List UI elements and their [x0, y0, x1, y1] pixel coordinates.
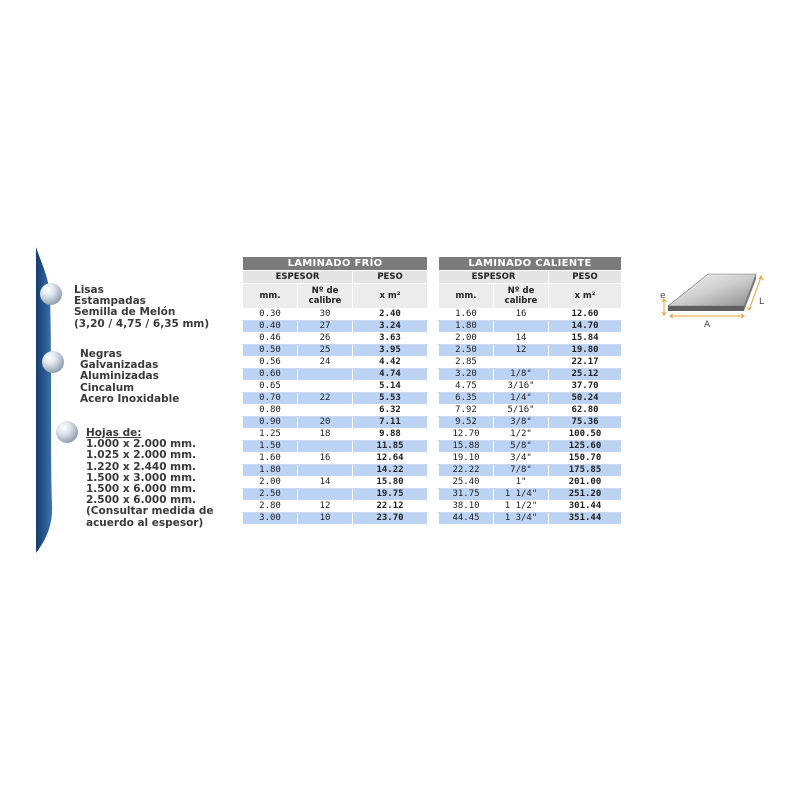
cold-rolled-rows	[243, 309, 428, 525]
bullet-sphere-3	[56, 421, 78, 443]
table-row	[243, 345, 428, 357]
cell-calibre: 1 1/4"	[494, 489, 549, 501]
cell-calibre: 1/4"	[494, 393, 549, 405]
product-list-panel	[30, 245, 240, 555]
cell-espesor-mm: 0.50	[243, 345, 298, 357]
cell-calibre: 10	[298, 513, 353, 525]
table-row	[243, 333, 428, 345]
table-row	[439, 441, 622, 453]
cell-espesor-mm: 0.90	[243, 417, 298, 429]
cell-espesor-mm: 1.60	[243, 453, 298, 465]
cell-espesor-mm: 2.50	[439, 345, 494, 357]
cell-espesor-mm: 1.80	[243, 465, 298, 477]
table-row	[439, 321, 622, 333]
cell-espesor-mm: 22.22	[439, 465, 494, 477]
cell-peso: 3.63	[353, 333, 428, 345]
calibre-line-2: calibre	[308, 296, 342, 306]
cell-calibre: 16	[494, 309, 549, 321]
cell-peso: 75.36	[549, 417, 622, 429]
cell-peso: 2.40	[353, 309, 428, 321]
cell-peso: 125.60	[549, 441, 622, 453]
list-item: Acero Inoxidable	[80, 392, 180, 405]
sheet-sizes-list	[86, 428, 214, 529]
list-item: Galvanizadas	[80, 359, 159, 372]
cell-espesor-mm: 44.45	[439, 513, 494, 525]
table-row	[439, 465, 622, 477]
table-row	[243, 441, 428, 453]
cell-calibre	[298, 441, 353, 453]
bullet-sphere-2	[42, 351, 64, 373]
cell-espesor-mm: 2.00	[439, 333, 494, 345]
table-row	[243, 429, 428, 441]
cell-espesor-mm: 15.88	[439, 441, 494, 453]
table-row	[243, 381, 428, 393]
cell-calibre: 18	[298, 429, 353, 441]
table-row	[439, 477, 622, 489]
table-row	[243, 393, 428, 405]
cell-calibre: 7/8"	[494, 465, 549, 477]
cell-calibre: 25	[298, 345, 353, 357]
cell-espesor-mm: 1.60	[439, 309, 494, 321]
cell-calibre: 16	[298, 453, 353, 465]
cell-calibre: 30	[298, 309, 353, 321]
cell-calibre	[494, 321, 549, 333]
cell-calibre: 1 1/2"	[494, 501, 549, 513]
table-row	[439, 501, 622, 513]
column-group-espesor: ESPESOR	[243, 271, 353, 284]
thickness-label: e	[660, 291, 666, 301]
cell-peso: 12.64	[353, 453, 428, 465]
cell-calibre: 5/8"	[494, 441, 549, 453]
cell-peso: 15.84	[549, 333, 622, 345]
steel-plate-diagram	[660, 268, 770, 330]
list-item: 1.500 x 6.000 mm.	[86, 483, 197, 496]
cell-peso: 12.60	[549, 309, 622, 321]
cell-calibre	[298, 489, 353, 501]
table-row	[439, 429, 622, 441]
plate-front-edge	[668, 306, 744, 311]
cell-espesor-mm: 2.50	[243, 489, 298, 501]
calibre-line-1: Nº de	[311, 286, 339, 296]
list-item: 1.500 x 3.000 mm.	[86, 471, 197, 484]
table-row	[439, 381, 622, 393]
table-row	[243, 489, 428, 501]
cell-calibre: 20	[298, 417, 353, 429]
cell-peso: 100.50	[549, 429, 622, 441]
cell-peso: 251.20	[549, 489, 622, 501]
table-row	[439, 489, 622, 501]
cell-espesor-mm: 1.25	[243, 429, 298, 441]
table-row	[439, 357, 622, 369]
cell-calibre: 12	[494, 345, 549, 357]
cell-calibre: 5/16"	[494, 405, 549, 417]
table-title: LAMINADO CALIENTE	[439, 257, 622, 271]
table-row	[243, 417, 428, 429]
cell-espesor-mm: 7.92	[439, 405, 494, 417]
table-row	[243, 369, 428, 381]
cell-espesor-mm: 3.20	[439, 369, 494, 381]
cell-peso: 25.12	[549, 369, 622, 381]
cell-calibre: 14	[494, 333, 549, 345]
cell-espesor-mm: 31.75	[439, 489, 494, 501]
cell-espesor-mm: 0.70	[243, 393, 298, 405]
cell-calibre	[298, 369, 353, 381]
cell-espesor-mm: 0.60	[243, 369, 298, 381]
cell-espesor-mm: 0.30	[243, 309, 298, 321]
list-item: Estampadas	[74, 295, 146, 308]
cell-peso: 3.24	[353, 321, 428, 333]
cell-peso: 19.75	[353, 489, 428, 501]
cell-espesor-mm: 0.56	[243, 357, 298, 369]
cell-peso: 14.70	[549, 321, 622, 333]
table-row	[243, 405, 428, 417]
cell-peso: 62.80	[549, 405, 622, 417]
cell-calibre: 3/4"	[494, 453, 549, 465]
list-item: Semilla de Melón	[74, 306, 176, 319]
list-item: 1.000 x 2.000 mm.	[86, 438, 197, 451]
cell-calibre: 26	[298, 333, 353, 345]
cell-peso: 4.74	[353, 369, 428, 381]
cell-peso: 7.11	[353, 417, 428, 429]
cell-espesor-mm: 6.35	[439, 393, 494, 405]
hot-rolled-table	[438, 256, 622, 525]
cell-espesor-mm: 3.00	[243, 513, 298, 525]
cell-calibre: 24	[298, 357, 353, 369]
cell-calibre: 1 3/4"	[494, 513, 549, 525]
calibre-line-1: Nº de	[507, 286, 535, 296]
list-item: Aluminizadas	[80, 370, 159, 383]
table-row	[439, 333, 622, 345]
cell-espesor-mm: 9.52	[439, 417, 494, 429]
cell-peso: 5.53	[353, 393, 428, 405]
cell-peso: 351.44	[549, 513, 622, 525]
column-group-peso: PESO	[353, 271, 428, 284]
cell-espesor-mm: 0.80	[243, 405, 298, 417]
cell-espesor-mm: 25.40	[439, 477, 494, 489]
cell-peso: 4.42	[353, 357, 428, 369]
cell-peso: 201.00	[549, 477, 622, 489]
list-item: 2.500 x 6.000 mm.	[86, 494, 197, 507]
list-item: Negras	[80, 348, 122, 360]
column-header-xm2: x m²	[549, 284, 622, 309]
table-row	[243, 477, 428, 489]
cell-peso: 9.88	[353, 429, 428, 441]
cold-rolled-table	[242, 256, 428, 525]
cell-calibre: 3/16"	[494, 381, 549, 393]
list-item: Lisas	[74, 284, 104, 296]
list-item: acuerdo al espesor)	[86, 516, 204, 529]
table-title: LAMINADO FRÍO	[243, 257, 428, 271]
table-row	[439, 345, 622, 357]
table-row	[439, 405, 622, 417]
cell-calibre: 1"	[494, 477, 549, 489]
cell-peso: 175.85	[549, 465, 622, 477]
cell-espesor-mm: 38.10	[439, 501, 494, 513]
table-row	[243, 453, 428, 465]
cell-calibre	[298, 405, 353, 417]
cell-peso: 11.85	[353, 441, 428, 453]
cell-espesor-mm: 1.80	[439, 321, 494, 333]
cell-espesor-mm: 0.65	[243, 381, 298, 393]
cell-espesor-mm: 0.46	[243, 333, 298, 345]
cell-peso: 37.70	[549, 381, 622, 393]
column-group-espesor: ESPESOR	[439, 271, 549, 284]
list-item: Cincalum	[80, 381, 135, 394]
cell-peso: 6.32	[353, 405, 428, 417]
cell-calibre: 27	[298, 321, 353, 333]
finish-list	[74, 285, 209, 330]
cell-peso: 3.95	[353, 345, 428, 357]
table-row	[243, 501, 428, 513]
bullet-sphere-1	[40, 283, 62, 305]
cell-peso: 15.80	[353, 477, 428, 489]
table-row	[439, 417, 622, 429]
width-label: A	[704, 320, 711, 330]
cell-espesor-mm: 1.50	[243, 441, 298, 453]
cell-peso: 22.12	[353, 501, 428, 513]
cell-calibre	[298, 465, 353, 477]
list-item: 1.025 x 2.000 mm.	[86, 449, 197, 462]
table-row	[243, 309, 428, 321]
cell-calibre: 14	[298, 477, 353, 489]
cell-peso: 301.44	[549, 501, 622, 513]
column-header-mm: mm.	[243, 284, 298, 309]
table-row	[243, 357, 428, 369]
column-header-xm2: x m²	[353, 284, 428, 309]
cell-espesor-mm: 19.10	[439, 453, 494, 465]
cell-espesor-mm: 0.40	[243, 321, 298, 333]
cell-calibre: 1/8"	[494, 369, 549, 381]
column-header-calibre	[494, 284, 549, 309]
cell-calibre: 1/2"	[494, 429, 549, 441]
calibre-line-2: calibre	[504, 296, 538, 306]
plate-top-face	[668, 274, 756, 306]
length-label: L	[759, 297, 765, 307]
list-item: 1.220 x 2.440 mm.	[86, 460, 197, 473]
hot-rolled-rows	[439, 309, 622, 525]
cell-espesor-mm: 12.70	[439, 429, 494, 441]
table-row	[439, 393, 622, 405]
cell-peso: 14.22	[353, 465, 428, 477]
table-row	[439, 309, 622, 321]
table-row	[243, 465, 428, 477]
cell-calibre	[298, 381, 353, 393]
cell-calibre: 22	[298, 393, 353, 405]
cell-peso: 22.17	[549, 357, 622, 369]
cell-peso: 19.80	[549, 345, 622, 357]
cell-espesor-mm: 2.85	[439, 357, 494, 369]
cell-peso: 50.24	[549, 393, 622, 405]
cell-peso: 23.70	[353, 513, 428, 525]
cell-calibre: 3/8"	[494, 417, 549, 429]
column-group-peso: PESO	[549, 271, 622, 284]
table-row	[439, 369, 622, 381]
sheet-sizes-header: Hojas de:	[86, 427, 142, 439]
cell-calibre: 12	[298, 501, 353, 513]
cell-espesor-mm: 2.80	[243, 501, 298, 513]
coating-list	[80, 349, 179, 405]
table-row	[439, 453, 622, 465]
cell-calibre	[494, 357, 549, 369]
list-item: (3,20 / 4,75 / 6,35 mm)	[74, 317, 210, 330]
table-row	[439, 513, 622, 525]
cell-espesor-mm: 4.75	[439, 381, 494, 393]
table-row	[243, 321, 428, 333]
column-header-calibre	[298, 284, 353, 309]
cell-peso: 5.14	[353, 381, 428, 393]
table-row	[243, 513, 428, 525]
cell-peso: 150.70	[549, 453, 622, 465]
list-item: (Consultar medida de	[86, 505, 214, 518]
column-header-mm: mm.	[439, 284, 494, 309]
cell-espesor-mm: 2.00	[243, 477, 298, 489]
